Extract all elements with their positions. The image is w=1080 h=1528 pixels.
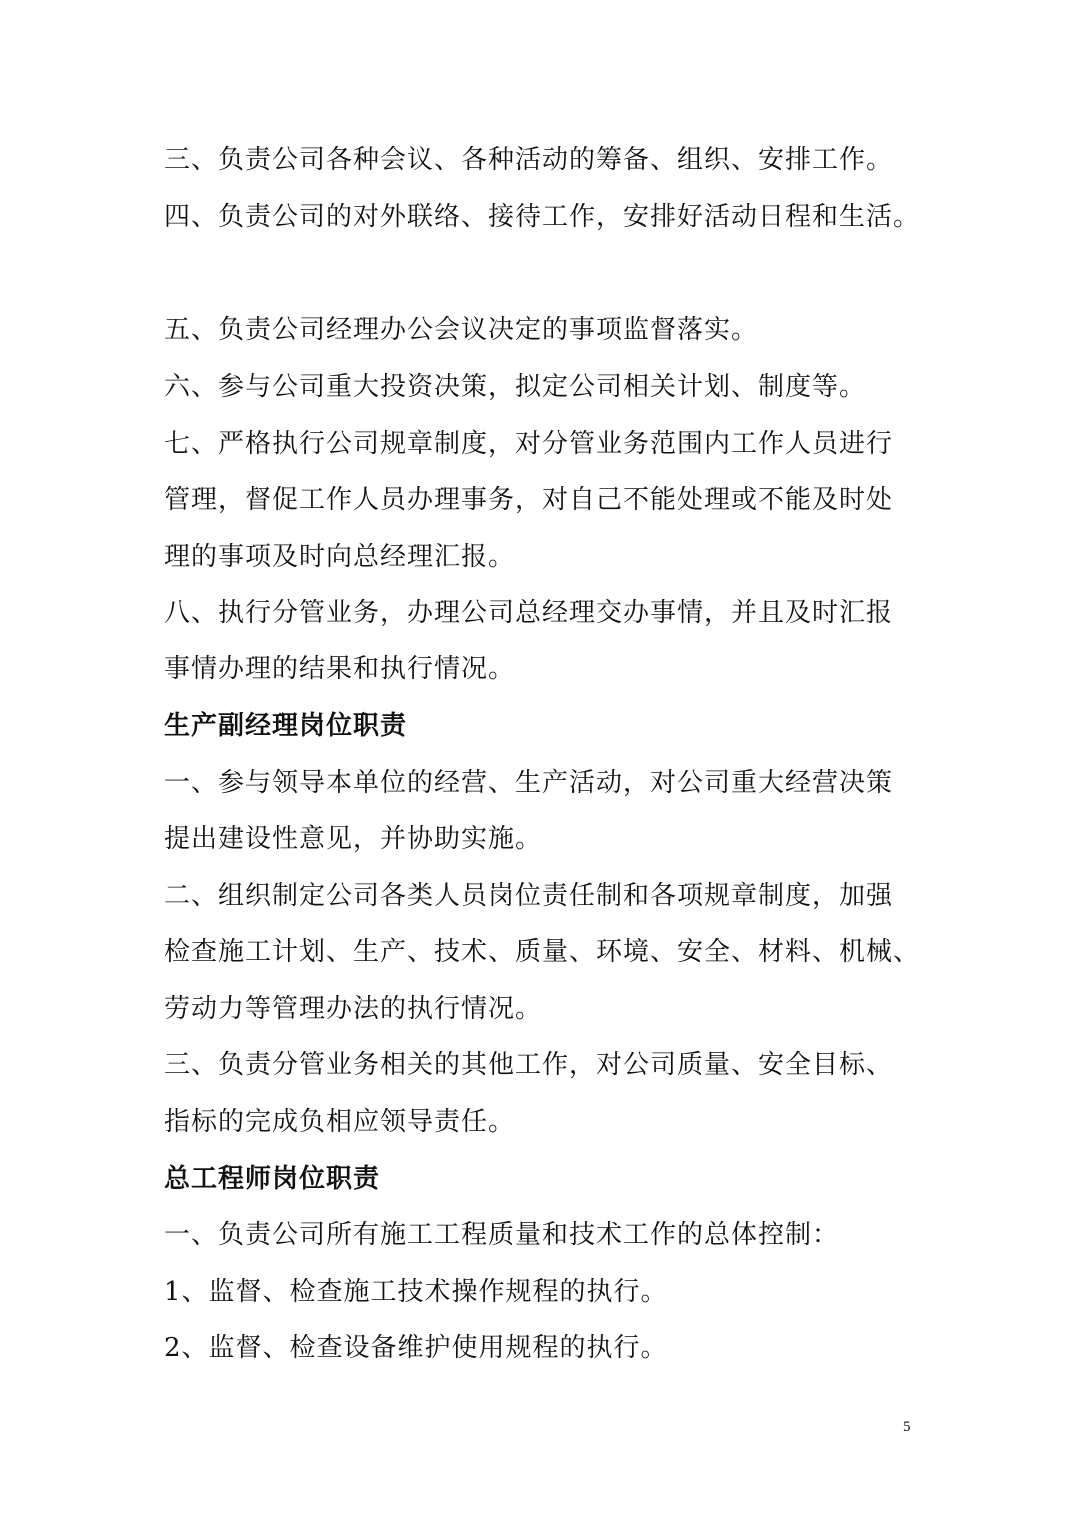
page-number: 5 — [903, 1419, 911, 1435]
paragraph-line: 事情办理的结果和执行情况。 — [164, 654, 516, 684]
paragraph-line: 八、执行分管业务，办理公司总经理交办事情，并且及时汇报 — [164, 598, 894, 628]
paragraph-line: 三、负责公司各种会议、各种活动的筹备、组织、安排工作。 — [164, 145, 894, 175]
paragraph-line: 七、严格执行公司规章制度，对分管业务范围内工作人员进行 — [164, 429, 894, 459]
paragraph-line: 理的事项及时向总经理汇报。 — [164, 542, 516, 572]
paragraph-line: 六、参与公司重大投资决策，拟定公司相关计划、制度等。 — [164, 372, 867, 402]
paragraph-line: 四、负责公司的对外联络、接待工作，安排好活动日程和生活。 — [164, 202, 921, 232]
paragraph-line: 一、参与领导本单位的经营、生产活动，对公司重大经营决策 — [164, 768, 894, 798]
paragraph-line: 提出建设性意见，并协助实施。 — [164, 824, 543, 854]
paragraph-line: 五、负责公司经理办公会议决定的事项监督落实。 — [164, 315, 759, 345]
section-heading: 生产副经理岗位职责 — [164, 711, 408, 741]
paragraph-line: 二、组织制定公司各类人员岗位责任制和各项规章制度，加强 — [164, 881, 894, 911]
paragraph-line: 检查施工计划、生产、技术、质量、环境、安全、材料、机械、 — [164, 937, 921, 967]
paragraph-line: 一、负责公司所有施工工程质量和技术工作的总体控制： — [164, 1220, 840, 1250]
paragraph-line: 三、负责分管业务相关的其他工作，对公司质量、安全目标、 — [164, 1050, 894, 1080]
paragraph-line: 劳动力等管理办法的执行情况。 — [164, 994, 543, 1024]
paragraph-line: 1、监督、检查施工技术操作规程的执行。 — [164, 1277, 668, 1307]
paragraph-line: 2、监督、检查设备维护使用规程的执行。 — [164, 1333, 668, 1363]
section-heading: 总工程师岗位职责 — [164, 1164, 381, 1194]
paragraph-line: 管理，督促工作人员办理事务，对自己不能处理或不能及时处 — [164, 485, 894, 515]
paragraph-line: 指标的完成负相应领导责任。 — [164, 1107, 516, 1137]
